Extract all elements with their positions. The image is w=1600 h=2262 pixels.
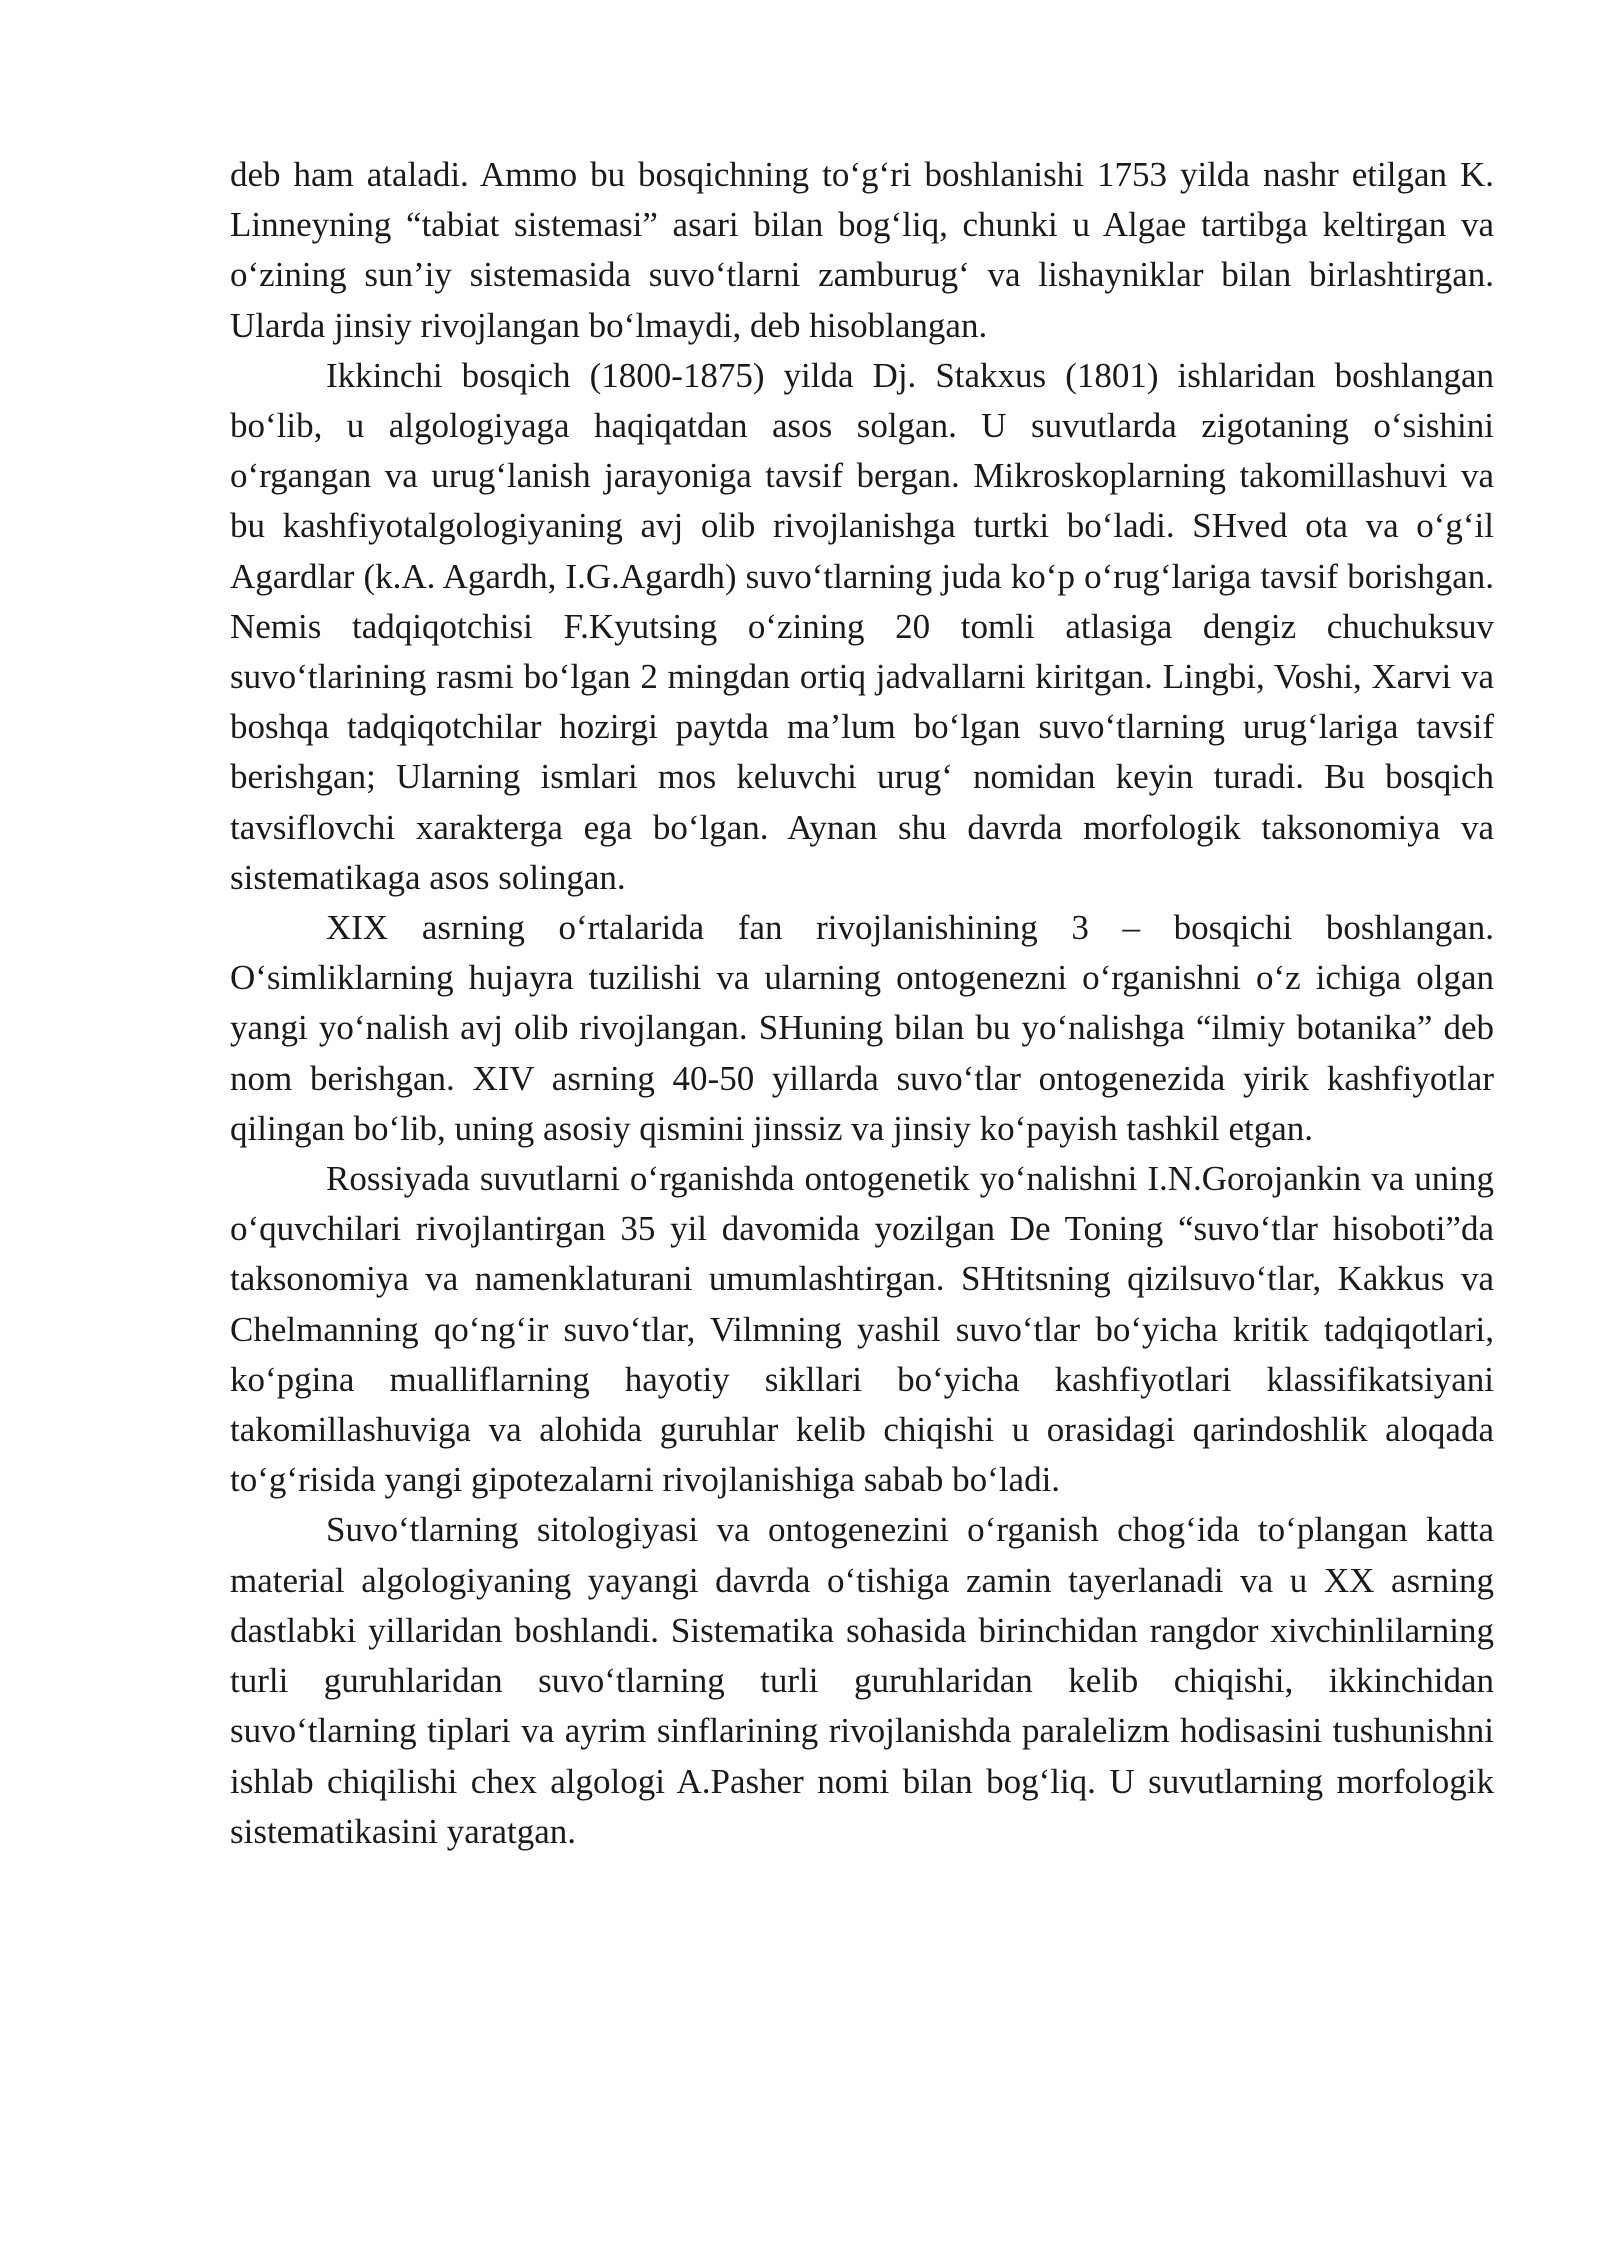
paragraph-5: Suvo‘tlarning sitologiyasi va ontogenezini o‘rganish chog‘ida to‘plangan katta material algologiyaning yayangi davrda o‘tishiga zamin tayerlanadi va u XX asrning dastlabki yillaridan boshlandi. Sistematika sohasida birinchidan rangdor xivchinlilarning turli guruhlaridan suvo‘tlarning turli guruhlaridan kelib chiqishi, ikkinchidan suvo‘tlarning tiplari va ayrim sinflarining rivojlanishda paralelizm hodisasini tushunishni ishlab chiqilishi chex algologi A.Pasher nomi bilan bog‘liq. U suvutlarning morfologik sistematikasini yaratgan. [230,1510,1494,1851]
paragraph-3: XIX asrning o‘rtalarida fan rivojlanishining 3 – bosqichi boshlangan. O‘simliklarning hujayra tuzilishi va ularning ontogenezni o‘rganishni o‘z ichiga olgan yangi yo‘nalish avj olib rivojlangan. SHuning bilan bu yo‘nalishga “ilmiy botanika” deb nom berishgan. XIV asrning 40-50 yillarda suvo‘tlar ontogenezida yirik kashfiyotlar qilingan bo‘lib, uning asosiy qismini jinssiz va jinsiy ko‘payish tashkil etgan. [230,908,1494,1148]
document-page [230,150,1494,1857]
paragraph-1: deb ham ataladi. Ammo bu bosqichning to‘g‘ri boshlanishi 1753 yilda nashr etilgan K. Linneyning “tabiat sistemasi” asari bilan bog‘liq, chunki u Algae tartibga keltirgan va o‘zining sun’iy sistemasida suvo‘tlarni zamburug‘ va lishayniklar bilan birlashtirgan. Ularda jinsiy rivojlangan bo‘lmaydi, deb hisoblangan. [230,155,1494,345]
paragraph-2: Ikkinchi bosqich (1800-1875) yilda Dj. Stakxus (1801) ishlaridan boshlangan bo‘lib, u algologiyaga haqiqatdan asos solgan. U suvutlarda zigotaning o‘sishini o‘rgangan va urug‘lanish jarayoniga tavsif bergan. Mikroskoplarning takomillashuvi va bu kashfiyotalgologiyaning avj olib rivojlanishga turtki bo‘ladi. SHved ota va o‘g‘il Agardlar (k.A. Agardh, I.G.Agardh) suvo‘tlarning juda ko‘p o‘rug‘lariga tavsif borishgan. Nemis tadqiqotchisi F.Kyutsing o‘zining 20 tomli atlasiga dengiz chuchuksuv suvo‘tlarining rasmi bo‘lgan 2 mingdan ortiq jadvallarni kiritgan. Lingbi, Voshi, Xarvi va boshqa tadqiqotchilar hozirgi paytda ma’lum bo‘lgan suvo‘tlarning urug‘lariga tavsif berishgan; Ularning ismlari mos keluvchi urug‘ nomidan keyin turadi. Bu bosqich tavsiflovchi xarakterga ega bo‘lgan. Aynan shu davrda morfologik taksonomiya va sistematikaga asos solingan. [230,355,1494,897]
paragraph-4: Rossiyada suvutlarni o‘rganishda ontogenetik yo‘nalishni I.N.Gorojankin va uning o‘quvchilari rivojlantirgan 35 yil davomida yozilgan De Toning “suvo‘tlar hisoboti”da taksonomiya va namenklaturani umumlashtirgan. SHtitsning qizilsuvo‘tlar, Kakkus va Chelmanning qo‘ng‘ir suvo‘tlar, Vilmning yashil suvo‘tlar bo‘yicha kritik tadqiqotlari, ko‘pgina mualliflarning hayotiy sikllari bo‘yicha kashfiyotlari klassifikatsiyani takomillashuviga va alohida guruhlar kelib chiqishi u orasidagi qarindoshlik aloqada to‘g‘risida yangi gipotezalarni rivojlanishiga sabab bo‘ladi. [230,1159,1494,1500]
